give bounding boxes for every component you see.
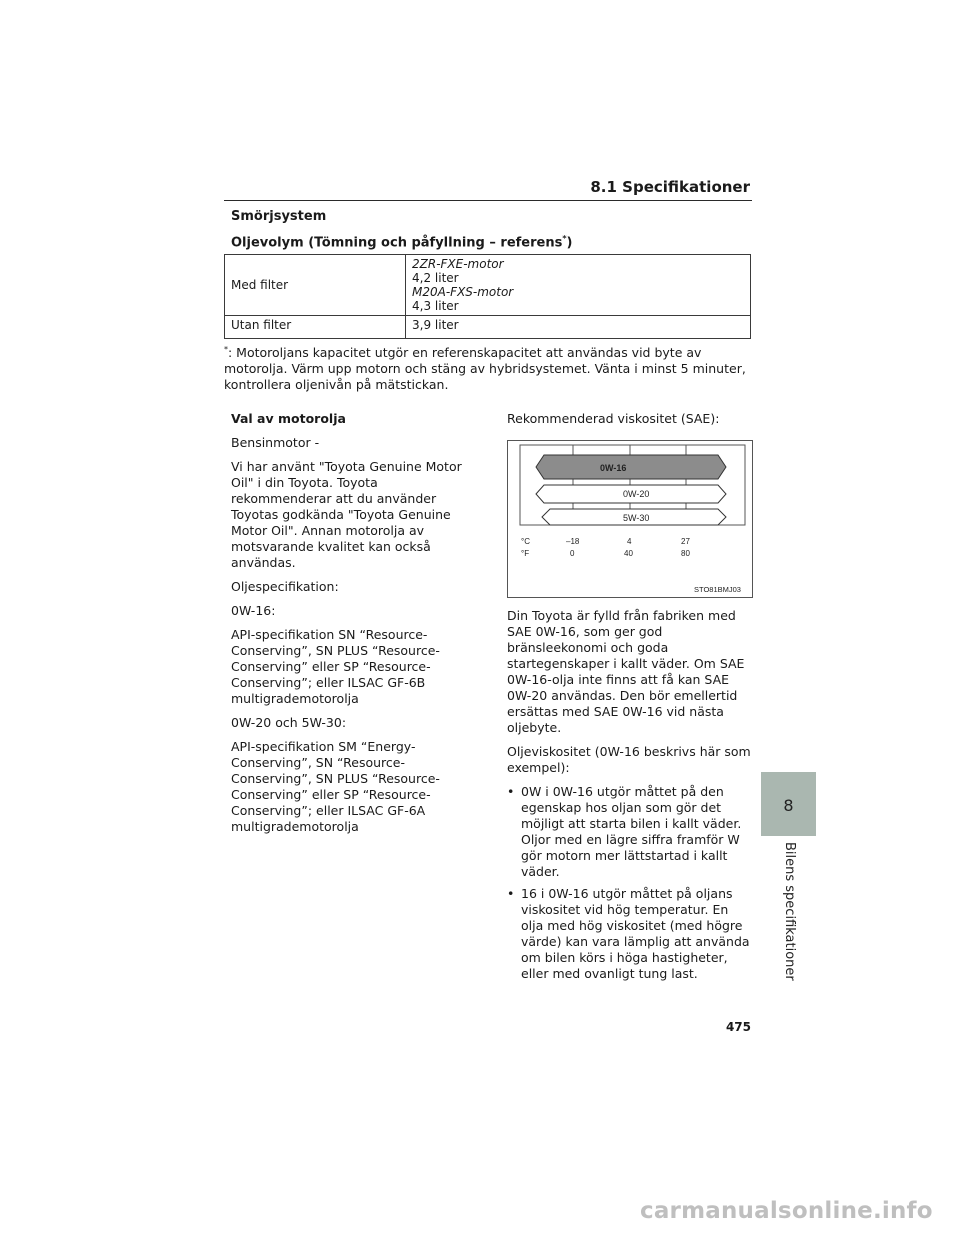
row-label-without-filter: Utan filter: [225, 316, 406, 339]
footnote-asterisk: *: [224, 345, 228, 354]
engine-name: M20A-FXS-motor: [412, 285, 514, 299]
row-value-with-filter: [406, 255, 751, 316]
table-row: [225, 316, 751, 339]
table-title: [231, 234, 572, 250]
bullet-marker: •: [507, 886, 515, 901]
viscosity-diagram: [507, 440, 753, 598]
oil-selection-column: [231, 411, 479, 843]
table-title-text: Oljevolym (Tömning och påfyllning – referens: [231, 235, 563, 251]
table-row: [225, 255, 751, 316]
paragraph: Vi har använt "Toyota Genuine Motor Oil" i din Toyota. Toyota rekommenderar att du använder Toyotas godkända "Toyota Genuine Motor Oil". Annan motorolja av motsvarande kvalitet kan också användas.: [231, 459, 462, 570]
paragraph: Din Toyota är fylld från fabriken med SAE 0W-16, som ger god bränsleekonomi och goda startegenskaper i kallt väder. Om SAE 0W-16-olja inte finns att få kan SAE 0W-20 användas. Den bör emellertid ersättas med SAE 0W-16 vid nästa oljebyte.: [507, 608, 745, 735]
viscosity-text-column: [507, 608, 752, 988]
grade-label: 0W-20: [623, 489, 650, 499]
fahrenheit-unit-label: °F: [521, 549, 530, 558]
row-value-without-filter: 3,9 liter: [406, 316, 751, 339]
paragraph: 0W-16:: [231, 603, 276, 618]
section-title: Smörjsystem: [231, 209, 327, 224]
engine-volume: 4,3 liter: [412, 299, 459, 313]
paragraph: 0W-20 och 5W-30:: [231, 715, 347, 730]
oil-volume-table: [224, 254, 751, 339]
row-label-with-filter: Med filter: [225, 255, 406, 316]
bullet-item: [507, 886, 752, 982]
footnote: [224, 342, 754, 393]
page-number: 475: [725, 1020, 751, 1034]
table-title-close: ): [566, 235, 573, 251]
bullet-text: 0W i 0W-16 utgör måttet på den egenskap hos oljan som gör det möjligt att starta bilen i kallt väder. Oljor med en lägre siffra framför W gör motorn mer lättstartad i kallt väder.: [521, 784, 742, 879]
celsius-tick-label: 27: [681, 537, 690, 546]
bullet-item: [507, 784, 752, 880]
paragraph: API-specifikation SM “Energy-Conserving”, SN “Resource-Conserving”, SN PLUS “Resource-Conserving” eller SP “Resource-Conserving”; eller ILSAC GF-6A multigrademotorolja: [231, 739, 440, 834]
fahrenheit-tick-label: 80: [681, 549, 690, 558]
paragraph: Bensinmotor -: [231, 435, 320, 450]
bullet-text: 16 i 0W-16 utgör måttet på oljans viskositet vid hög temperatur. En olja med hög viskositet (med högre värde) kan vara lämplig att använda om bilen körs i höga hastigheter, eller med ovanligt tung last.: [521, 886, 750, 981]
section-header: 8.1 Specifikationer: [590, 178, 750, 196]
fahrenheit-tick-label: 40: [624, 549, 633, 558]
chapter-label: Bilens specifikationer: [782, 842, 797, 981]
header-divider: [224, 200, 752, 201]
celsius-tick-label: 4: [627, 537, 632, 546]
viscosity-chart-svg: [508, 441, 752, 597]
watermark: carmanualsonline.info: [640, 1198, 933, 1224]
paragraph: API-specifikation SN “Resource-Conserving”, SN PLUS “Resource-Conserving” eller SP “Resource-Conserving”; eller ILSAC GF-6B multigrademotorolja: [231, 627, 440, 706]
fahrenheit-tick-label: 0: [570, 549, 575, 558]
figure-code: STO81BMJ03: [694, 585, 741, 594]
table-title-asterisk: *: [562, 234, 567, 243]
celsius-tick-label: –18: [566, 537, 580, 546]
paragraph: Oljeviskositet (0W-16 beskrivs här som exempel):: [507, 744, 751, 775]
bullet-marker: •: [507, 784, 515, 799]
celsius-unit-label: °C: [521, 537, 530, 546]
grade-label: 0W-16: [600, 463, 627, 473]
footnote-text: : Motoroljans kapacitet utgör en referenskapacitet att användas vid byte av motorolja. Värm upp motorn och stäng av hybridsystemet. Vänta i minst 5 minuter, kontrollera oljenivån på mätstickan.: [224, 345, 746, 393]
chapter-number: 8: [783, 796, 794, 815]
engine-name: 2ZR-FXE-motor: [412, 257, 504, 271]
paragraph: Oljespecifikation:: [231, 579, 339, 594]
grade-label: 5W-30: [623, 513, 650, 523]
oil-selection-heading: Val av motorolja: [231, 411, 346, 426]
viscosity-heading: Rekommenderad viskositet (SAE):: [507, 411, 720, 426]
engine-volume: 4,2 liter: [412, 271, 459, 285]
grade-0w16-arrow: [536, 455, 726, 479]
